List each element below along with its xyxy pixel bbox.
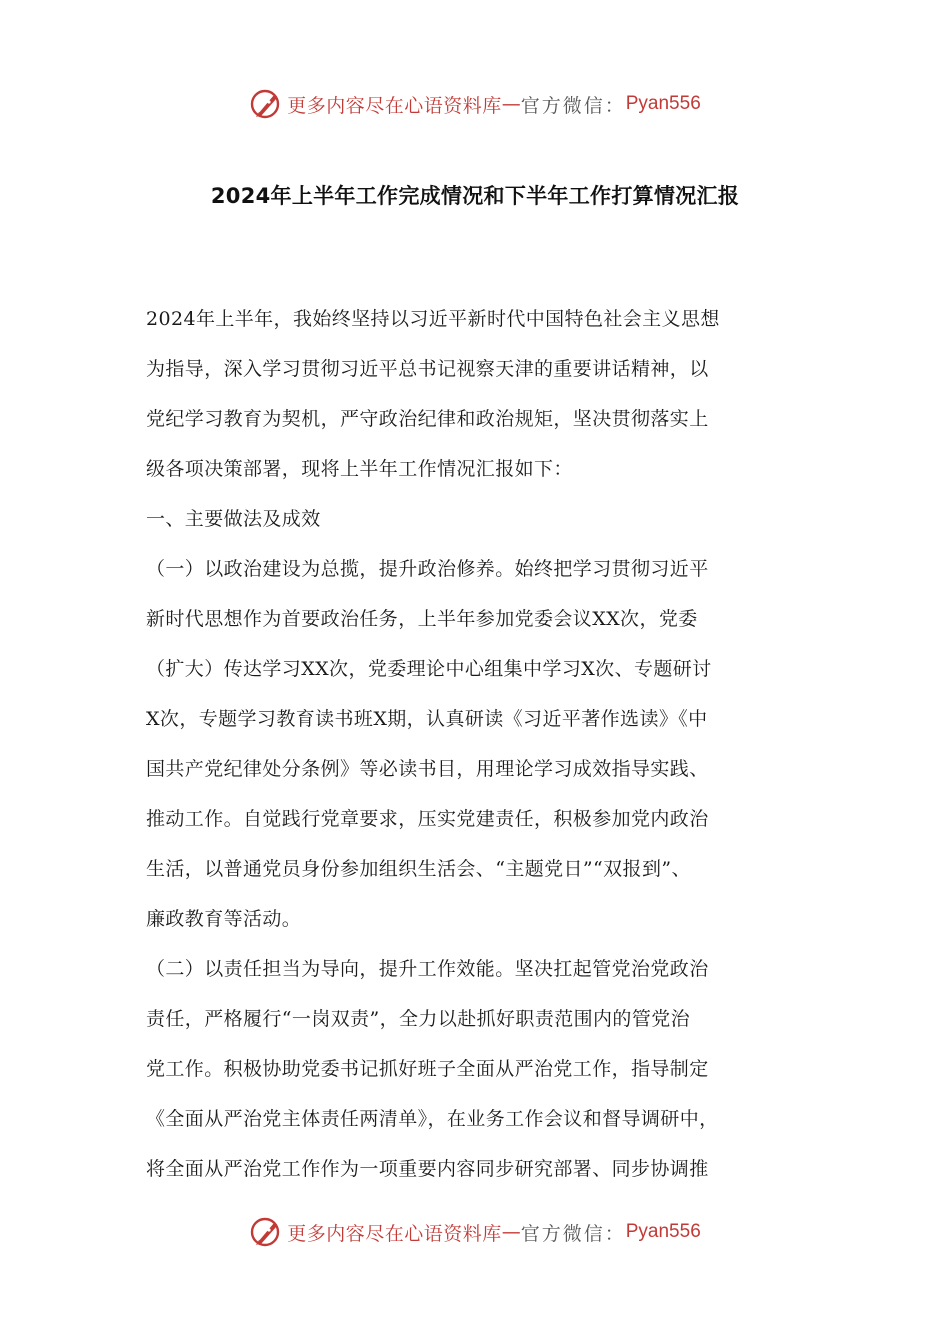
body-line: （一）以政治建设为总揽，提升政治修养。始终把学习贯彻习近平	[146, 558, 709, 580]
body-line: （扩大）传达学习XX次，党委理论中心组集中学习X次、专题研讨	[146, 658, 712, 680]
body-line: 将全面从严治党工作作为一项重要内容同步研究部署、同步协调推	[146, 1158, 709, 1180]
footer-banner	[0, 1212, 950, 1252]
header-banner	[0, 84, 950, 124]
body-line: 《全面从严治党主体责任两清单》，在业务工作会议和督导调研中，	[146, 1108, 719, 1130]
banner-dash: —	[501, 93, 521, 115]
banner-wechat-label: 官方微信：	[520, 1222, 626, 1245]
banner-wechat-id: Pyan556	[625, 1221, 701, 1242]
body-line: 为指导，深入学习贯彻习近平总书记视察天津的重要讲话精神，以	[146, 358, 709, 380]
banner-wechat-label: 官方微信：	[520, 94, 626, 117]
body-line: 责任，严格履行“一岗双责”，全力以赴抓好职责范围内的管党治	[146, 1008, 691, 1030]
body-line: 2024年上半年，我始终坚持以习近平新时代中国特色社会主义思想	[146, 308, 720, 330]
document-title: 2024年上半年工作完成情况和下半年工作打算情况汇报	[210, 184, 740, 208]
pen-nib-logo-icon	[249, 1215, 283, 1249]
body-line: 党纪学习教育为契机，严守政治纪律和政治规矩，坚决贯彻落实上	[146, 408, 709, 430]
banner-dash: —	[501, 1221, 521, 1243]
pen-nib-logo-icon	[249, 87, 283, 121]
body-line: 国共产党纪律处分条例》等必读书目，用理论学习成效指导实践、	[146, 758, 709, 780]
body-line: 新时代思想作为首要政治任务，上半年参加党委会议XX次，党委	[146, 608, 698, 630]
body-line: 廉政教育等活动。	[146, 908, 302, 930]
body-line: 级各项决策部署，现将上半年工作情况汇报如下：	[146, 458, 573, 480]
body-line: 党工作。积极协助党委书记抓好班子全面从严治党工作，指导制定	[146, 1058, 709, 1080]
document-body	[146, 295, 816, 1195]
body-line: （二）以责任担当为导向，提升工作效能。坚决扛起管党治党政治	[146, 958, 709, 980]
body-line: 推动工作。自觉践行党章要求，压实党建责任，积极参加党内政治	[146, 808, 709, 830]
banner-text: 更多内容尽在心语资料库	[287, 94, 502, 117]
banner-text: 更多内容尽在心语资料库	[287, 1222, 502, 1245]
section-heading: 一、主要做法及成效	[146, 508, 321, 530]
banner-wechat-id: Pyan556	[625, 93, 701, 114]
body-line: X次，专题学习教育读书班X期，认真研读《习近平著作选读》《中	[146, 708, 708, 730]
body-line: 生活，以普通党员身份参加组织生活会、“主题党日”“双报到”、	[146, 858, 691, 880]
